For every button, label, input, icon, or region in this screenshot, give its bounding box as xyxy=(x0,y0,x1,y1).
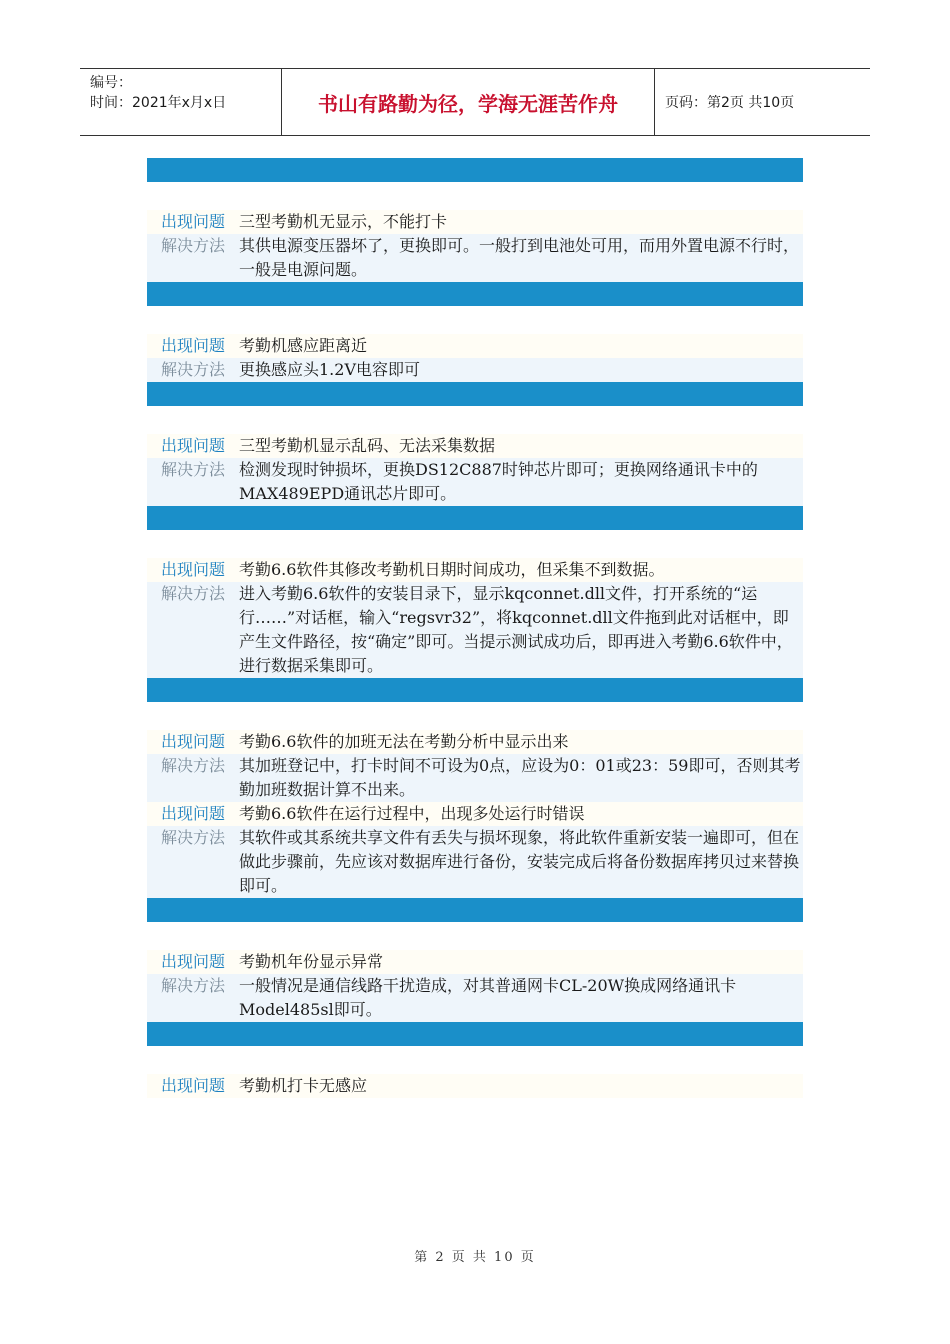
section-divider-bar xyxy=(147,382,803,406)
solution-label: 解决方法 xyxy=(160,360,225,379)
solution-label: 解决方法 xyxy=(160,756,225,775)
header-page-info: 页码：第2页 共10页 xyxy=(665,95,795,111)
solution-text: 更换感应头1.2V电容即可 xyxy=(239,360,421,379)
problem-text: 考勤6.6软件在运行过程中，出现多处运行时错误 xyxy=(239,804,585,823)
problem-label: 出现问题 xyxy=(160,212,225,231)
solution-row xyxy=(147,458,803,506)
section-gap xyxy=(147,306,803,334)
solution-text: 检测发现时钟损坏，更换DS12C887时钟芯片即可；更换网络通讯卡中的MAX489EPD通讯芯片即可。 xyxy=(239,460,758,503)
problem-label: 出现问题 xyxy=(160,732,225,751)
solution-row xyxy=(147,826,803,898)
problem-label: 出现问题 xyxy=(160,804,225,823)
solution-label: 解决方法 xyxy=(160,976,225,995)
problem-text: 考勤机年份显示异常 xyxy=(239,952,384,971)
document-header xyxy=(80,68,870,136)
problem-row xyxy=(147,950,803,974)
solution-row xyxy=(147,358,803,382)
solution-label: 解决方法 xyxy=(160,236,225,255)
problem-text: 考勤机感应距离近 xyxy=(239,336,368,355)
solution-label: 解决方法 xyxy=(160,828,225,847)
page-footer: 第 2 页 共 10 页 xyxy=(414,1250,536,1265)
section-gap xyxy=(147,1046,803,1074)
problem-label: 出现问题 xyxy=(160,952,225,971)
section-divider-bar xyxy=(147,158,803,182)
problem-row xyxy=(147,802,803,826)
problem-row xyxy=(147,434,803,458)
section-gap xyxy=(147,530,803,558)
problem-row xyxy=(147,210,803,234)
section-gap xyxy=(147,702,803,730)
solution-text: 其加班登记中，打卡时间不可设为0点，应设为0：01或23：59即可，否则其考勤加班数据计算不出来。 xyxy=(239,756,801,799)
section-divider-bar xyxy=(147,678,803,702)
section-divider-bar xyxy=(147,1022,803,1046)
header-meta xyxy=(80,69,282,135)
faq-content xyxy=(147,158,803,1098)
section-divider-bar xyxy=(147,506,803,530)
solution-row xyxy=(147,754,803,802)
number-label: 编号： xyxy=(90,75,132,91)
problem-row xyxy=(147,730,803,754)
problem-label: 出现问题 xyxy=(160,560,225,579)
solution-text: 其软件或其系统共享文件有丢失与损坏现象，将此软件重新安装一遍即可，但在做此步骤前，先应该对数据库进行备份，安装完成后将备份数据库拷贝过来替换即可。 xyxy=(239,828,800,895)
problem-text: 考勤6.6软件其修改考勤机日期时间成功，但采集不到数据。 xyxy=(239,560,665,579)
problem-text: 三型考勤机显示乱码、无法采集数据 xyxy=(239,436,496,455)
problem-text: 考勤机打卡无感应 xyxy=(239,1076,368,1095)
problem-label: 出现问题 xyxy=(160,1076,225,1095)
problem-label: 出现问题 xyxy=(160,336,225,355)
problem-row xyxy=(147,334,803,358)
section-gap xyxy=(147,406,803,434)
solution-row xyxy=(147,234,803,282)
solution-text: 进入考勤6.6软件的安装目录下，显示kqconnet.dll文件，打开系统的“运行……”对话框，输入“regsvr32”，将kqconnet.dll文件拖到此对话框中，即产生文件路径，按“确定”即可。当提示测试成功后，即再进入考勤6.6软件中，进行数据采集即可。 xyxy=(239,584,793,675)
header-motto: 书山有路勤为径，学海无涯苦作舟 xyxy=(282,69,655,135)
problem-text: 三型考勤机无显示，不能打卡 xyxy=(239,212,448,231)
section-gap xyxy=(147,922,803,950)
solution-row xyxy=(147,974,803,1022)
problem-row xyxy=(147,558,803,582)
problem-row xyxy=(147,1074,803,1098)
solution-text: 其供电源变压器坏了，更换即可。一般打到电池处可用，而用外置电源不行时，一般是电源问题。 xyxy=(239,236,800,279)
problem-text: 考勤6.6软件的加班无法在考勤分析中显示出来 xyxy=(239,732,569,751)
section-divider-bar xyxy=(147,282,803,306)
solution-label: 解决方法 xyxy=(160,460,225,479)
problem-label: 出现问题 xyxy=(160,436,225,455)
solution-row xyxy=(147,582,803,678)
section-gap xyxy=(147,182,803,210)
time-label: 时间：2021年x月x日 xyxy=(90,95,227,111)
solution-label: 解决方法 xyxy=(160,584,225,603)
section-divider-bar xyxy=(147,898,803,922)
solution-text: 一般情况是通信线路干扰造成，对其普通网卡CL-20W换成网络通讯卡Model485sl即可。 xyxy=(239,976,737,1019)
